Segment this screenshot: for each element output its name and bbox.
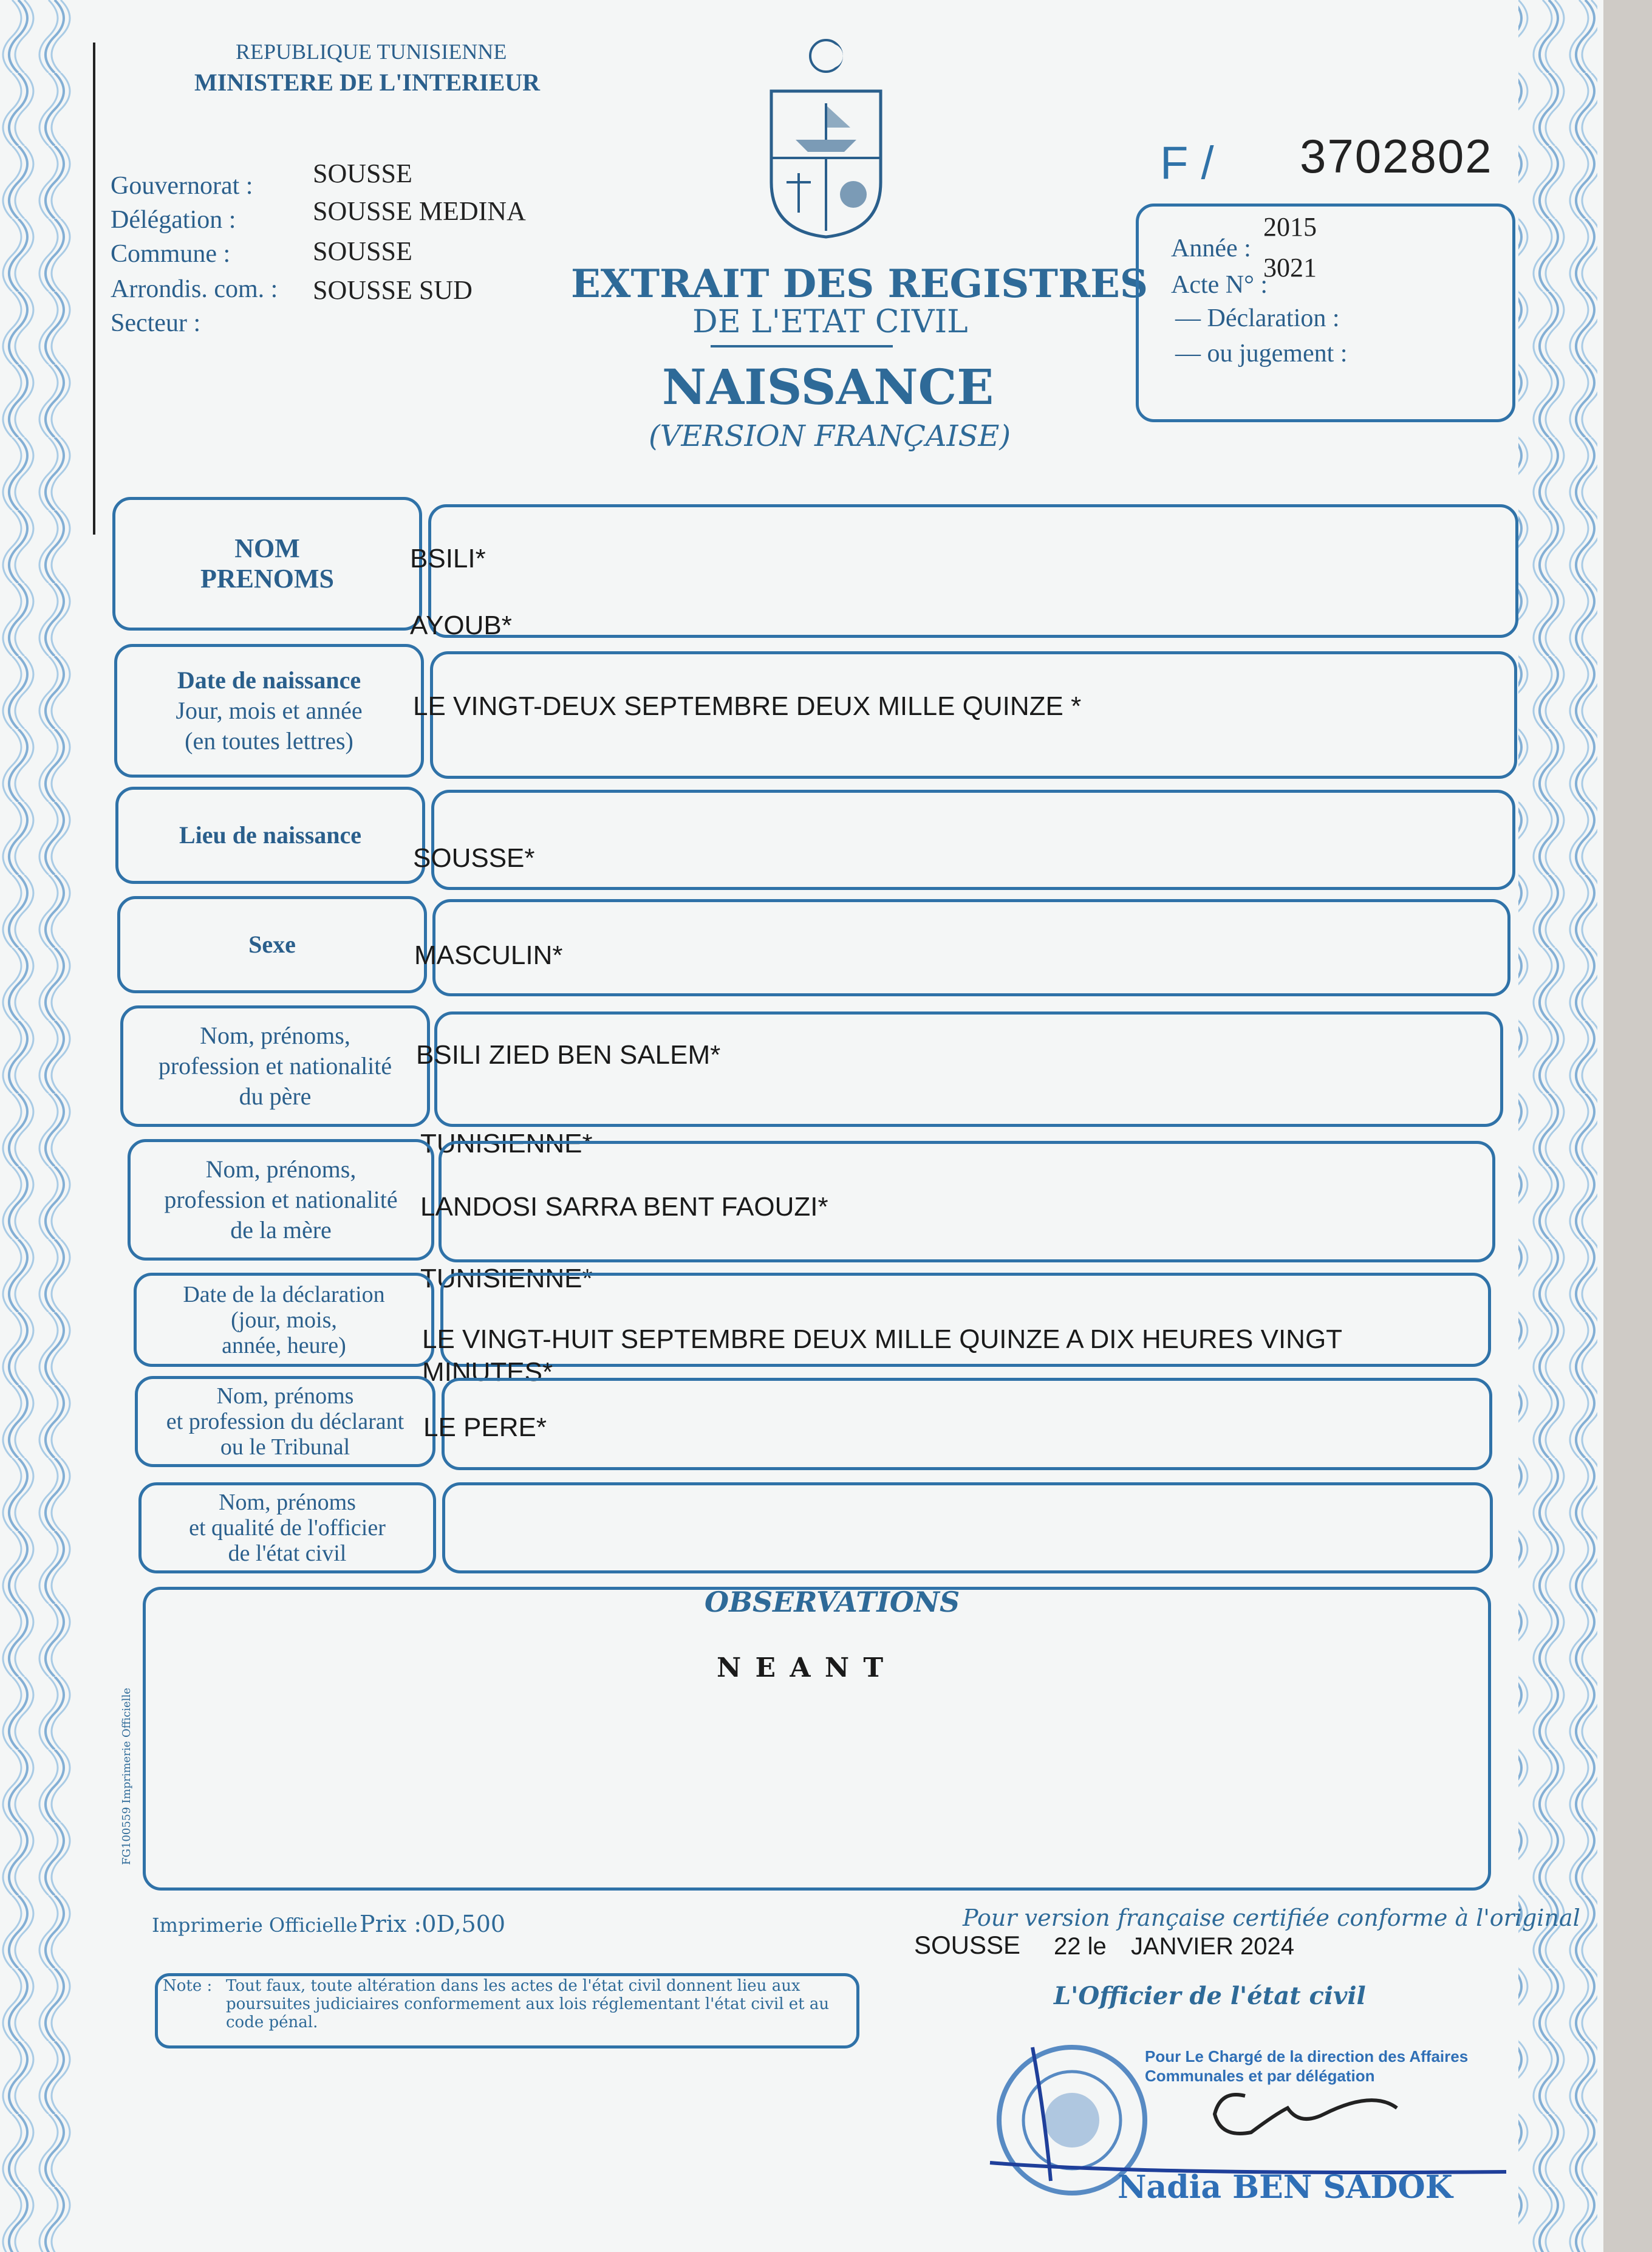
secteur-label: Secteur : bbox=[111, 309, 201, 337]
pere-value: BSILI ZIED BEN SALEM* bbox=[416, 1040, 721, 1070]
title-line2: DE L'ETAT CIVIL bbox=[692, 304, 968, 340]
nom-value-box bbox=[428, 504, 1518, 638]
mere-label-line2: profession et nationalité bbox=[164, 1186, 398, 1213]
certify-day: 22 le bbox=[1054, 1933, 1107, 1960]
dob-label-line2: Jour, mois et année bbox=[176, 697, 363, 724]
acte-value: 3021 bbox=[1263, 253, 1317, 282]
prenoms-label-line2: PRENOMS bbox=[200, 564, 334, 594]
pere-nationality: TUNISIENNE* bbox=[420, 1129, 593, 1159]
gouvernorat-value: SOUSSE bbox=[313, 159, 412, 188]
mere-value: LANDOSI SARRA BENT FAOUZI* bbox=[420, 1192, 828, 1222]
declaration-date-label bbox=[134, 1273, 434, 1367]
declaration-date-value-line1: LE VINGT-HUIT SEPTEMBRE DEUX MILLE QUINZE A DIX HEURES VINGT bbox=[422, 1324, 1343, 1354]
signatory-name: Nadia BEN SADOK bbox=[1118, 2169, 1453, 2206]
declaration-label: — Déclaration : bbox=[1175, 304, 1340, 332]
declarant-label bbox=[135, 1376, 435, 1467]
declarant-value: LE PERE* bbox=[423, 1412, 547, 1442]
declarant-label-line2: et profession du déclarant bbox=[166, 1409, 404, 1434]
lieu-value-box bbox=[431, 790, 1515, 890]
sexe-value-box bbox=[432, 899, 1510, 996]
series-prefix: F / bbox=[1160, 137, 1214, 189]
sexe-label: Sexe bbox=[248, 931, 296, 958]
note-label: Note : bbox=[163, 1977, 213, 1995]
stamp-line2: Communales et par délégation bbox=[1145, 2067, 1375, 2085]
lieu-value: SOUSSE* bbox=[413, 843, 535, 873]
officier-label bbox=[138, 1482, 436, 1573]
title-main: NAISSANCE bbox=[662, 358, 994, 416]
stamp-line1: Pour Le Chargé de la direction des Affaires bbox=[1145, 2047, 1469, 2065]
declarant-label-line3: ou le Tribunal bbox=[220, 1434, 350, 1460]
decl-label-line1: Date de la déclaration bbox=[183, 1281, 385, 1307]
ministry-heading: MINISTERE DE L'INTERIEUR bbox=[194, 69, 541, 96]
observations-label: OBSERVATIONS bbox=[705, 1586, 960, 1618]
dob-label-line3: (en toutes lettres) bbox=[185, 727, 353, 755]
side-print-code: FG100559 Imprimerie Officielle bbox=[120, 1688, 133, 1865]
commune-label: Commune : bbox=[111, 240, 231, 268]
pere-label-line1: Nom, prénoms, bbox=[200, 1022, 350, 1049]
arrondissement-label: Arrondis. com. : bbox=[111, 275, 278, 303]
dob-value: LE VINGT-DEUX SEPTEMBRE DEUX MILLE QUINZE * bbox=[413, 691, 1082, 721]
annee-label: Année : bbox=[1171, 234, 1251, 262]
declarant-label-line1: Nom, prénoms bbox=[216, 1383, 354, 1409]
dob-label bbox=[114, 644, 424, 778]
declarant-value-box bbox=[442, 1378, 1492, 1470]
title-version: (VERSION FRANÇAISE) bbox=[649, 419, 1011, 453]
arrondissement-value: SOUSSE SUD bbox=[313, 275, 473, 305]
coat-of-arms-icon bbox=[759, 36, 893, 243]
dob-label-line1: Date de naissance bbox=[177, 666, 361, 694]
title-divider bbox=[711, 345, 893, 347]
pere-label-line2: profession et nationalité bbox=[158, 1052, 392, 1080]
mere-label-line1: Nom, prénoms, bbox=[205, 1155, 357, 1183]
nom-value: BSILI* bbox=[410, 544, 486, 573]
certify-date: JANVIER 2024 bbox=[1131, 1933, 1295, 1960]
mere-nationality: TUNISIENNE* bbox=[420, 1264, 593, 1293]
title-line1: EXTRAIT DES REGISTRES bbox=[571, 261, 1149, 307]
prenom-value: AYOUB* bbox=[410, 611, 512, 640]
nom-label bbox=[112, 497, 422, 631]
imprimerie-label: Imprimerie Officielle bbox=[152, 1914, 358, 1937]
commune-value: SOUSSE bbox=[313, 236, 412, 266]
jugement-label: — ou jugement : bbox=[1175, 340, 1348, 368]
gouvernorat-label: Gouvernorat : bbox=[111, 172, 253, 200]
certify-city: SOUSSE bbox=[914, 1931, 1021, 1959]
lieu-label: Lieu de naissance bbox=[179, 821, 362, 849]
decl-label-line2: (jour, mois, bbox=[231, 1307, 337, 1333]
sexe-value: MASCULIN* bbox=[414, 940, 563, 970]
pere-label bbox=[120, 1005, 430, 1127]
pere-label-line3: du père bbox=[239, 1083, 312, 1110]
delegation-label: Délégation : bbox=[111, 206, 236, 234]
delegation-value: SOUSSE MEDINA bbox=[313, 196, 526, 226]
officier-signature-title: L'Officier de l'état civil bbox=[1054, 1982, 1366, 2010]
mere-label bbox=[128, 1139, 434, 1261]
decl-label-line3: année, heure) bbox=[222, 1332, 346, 1358]
annee-value: 2015 bbox=[1263, 212, 1317, 242]
declaration-date-value-line2: MINUTES* bbox=[422, 1357, 553, 1387]
prix-label: Prix :0D,500 bbox=[360, 1911, 506, 1937]
republic-heading: REPUBLIQUE TUNISIENNE bbox=[236, 39, 507, 64]
officier-value-box bbox=[442, 1482, 1493, 1573]
officier-label-line1: Nom, prénoms bbox=[219, 1490, 356, 1515]
note-text: Tout faux, toute altération dans les actes de l'état civil donnent lieu aux poursuites judiciaires conformement aux lois réglementant l'état civil et au code pénal. bbox=[226, 1977, 830, 2031]
observations-value: N E A N T bbox=[717, 1652, 886, 1683]
officier-label-line2: et qualité de l'officier bbox=[189, 1515, 386, 1541]
acte-label: Acte N° : bbox=[1171, 271, 1268, 299]
observations-box bbox=[143, 1587, 1491, 1891]
nom-label-line1: NOM bbox=[234, 533, 300, 563]
certify-text: Pour version française certifiée conforme à l'original bbox=[963, 1905, 1580, 1931]
mere-label-line3: de la mère bbox=[230, 1216, 332, 1244]
officier-label-line3: de l'état civil bbox=[228, 1541, 347, 1566]
serial-number: 3702802 bbox=[1300, 129, 1493, 183]
